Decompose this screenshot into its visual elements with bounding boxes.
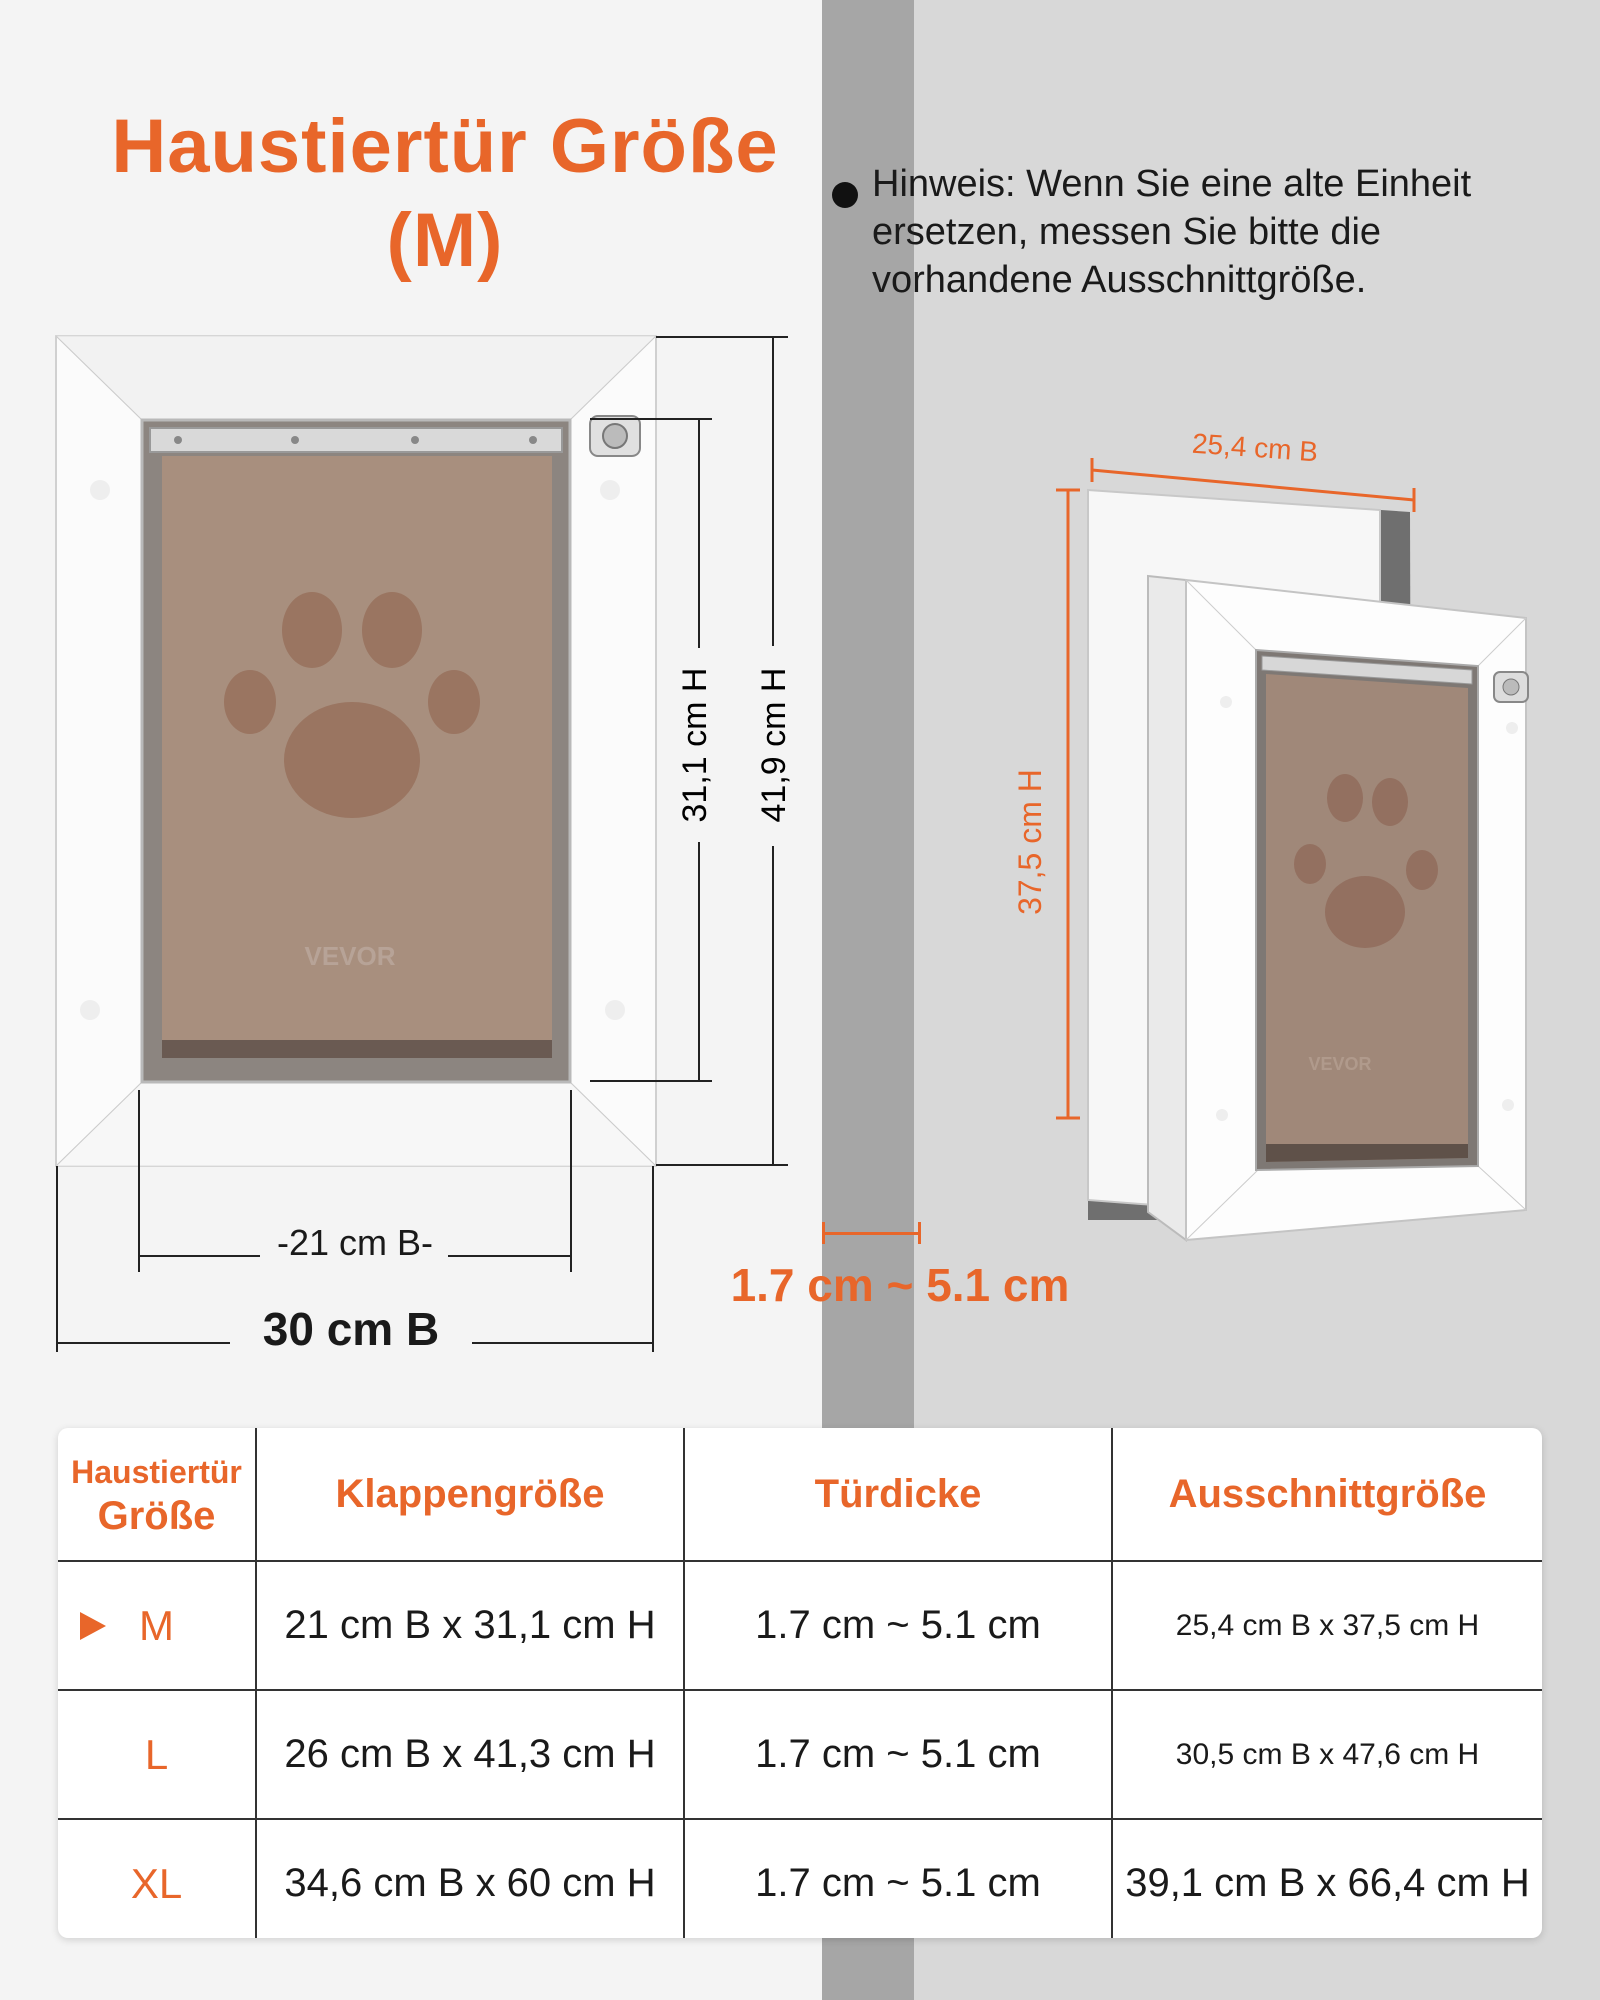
header-door-thickness: Türdicke [684,1428,1112,1561]
flap-height-line-upper [698,418,700,648]
frame-height-line-top [656,336,788,338]
row-cutout: 25,4 cm B x 37,5 cm H [1112,1561,1542,1690]
wall-thickness-line [824,1232,920,1235]
cutout-height-label: 37,5 cm H [1012,769,1048,915]
note-text: Hinweis: Wenn Sie eine alte Einheit ersetzen, messen Sie bitte die vorhandene Ausschnittgröße. [872,163,1472,301]
cutout-width-label: 25,4 cm B [1191,427,1319,468]
flap-width-tick-right [570,1090,572,1272]
frame-height-line-upper [772,336,774,646]
flap-width-line-left [140,1255,260,1257]
row-door: 1.7 cm ~ 5.1 cm [684,1561,1112,1690]
bullet-icon [832,182,858,208]
row-cutout: 39,1 cm B x 66,4 cm H [1112,1819,1542,1938]
header-size-line1: Haustiertür [71,1454,242,1490]
frame-height-line-lower [772,846,774,1166]
brand-logo-small: VEVOR [1308,1054,1372,1074]
cutout-dimension-lines [1040,440,1440,1140]
row-door: 1.7 cm ~ 5.1 cm [684,1690,1112,1819]
wall-thickness-tick-right [918,1222,921,1244]
table-row [58,1690,1542,1819]
row-cutout: 30,5 cm B x 47,6 cm H [1112,1690,1542,1819]
row-size: XL [58,1819,256,1938]
row-flap: 26 cm B x 41,3 cm H [256,1690,684,1819]
flap-height-line-top [590,418,712,420]
header-size [58,1428,256,1561]
size-table [58,1428,1542,1938]
row-size: L [58,1690,256,1819]
title-line2: (M) [386,198,504,283]
frame-width-label: 30 cm B [262,1303,440,1355]
table-header-row [58,1428,1542,1561]
frame-width-tick-left [56,1166,58,1352]
flap-height-line-lower [698,842,700,1082]
flap-width-label: -21 cm B- [276,1222,434,1263]
table-row [58,1819,1542,1938]
frame-width-line-right [472,1342,652,1344]
header-cutout-size: Ausschnittgröße [1112,1428,1542,1561]
selected-triangle-icon [80,1612,106,1640]
wall-thickness-tick-left [822,1222,825,1244]
frame-width-tick-right [652,1166,654,1352]
flap-height-label: 31,1 cm H [676,667,714,823]
row-flap: 21 cm B x 31,1 cm H [256,1561,684,1690]
row-size: M [139,1601,174,1649]
header-size-line2: Größe [97,1494,216,1538]
frame-height-label: 41,9 cm H [755,667,793,823]
pet-door-front-view [50,330,670,1180]
title-line1: Haustiertür Größe [111,104,779,189]
flap-width-line-right [448,1255,570,1257]
row-size-cell [58,1561,256,1690]
flap-height-line-bottom [590,1080,712,1082]
frame-width-line-left [58,1342,230,1344]
brand-logo: VEVOR [304,941,396,971]
header-flap-size: Klappengröße [256,1428,684,1561]
table-row [58,1561,1542,1690]
row-flap: 34,6 cm B x 60 cm H [256,1819,684,1938]
note [832,160,1552,304]
page-title [80,100,810,288]
wall-thickness-label: 1.7 cm ~ 5.1 cm [730,1259,1070,1311]
frame-height-line-bottom [656,1164,788,1166]
flap-width-tick-left [138,1090,140,1272]
row-door: 1.7 cm ~ 5.1 cm [684,1819,1112,1938]
